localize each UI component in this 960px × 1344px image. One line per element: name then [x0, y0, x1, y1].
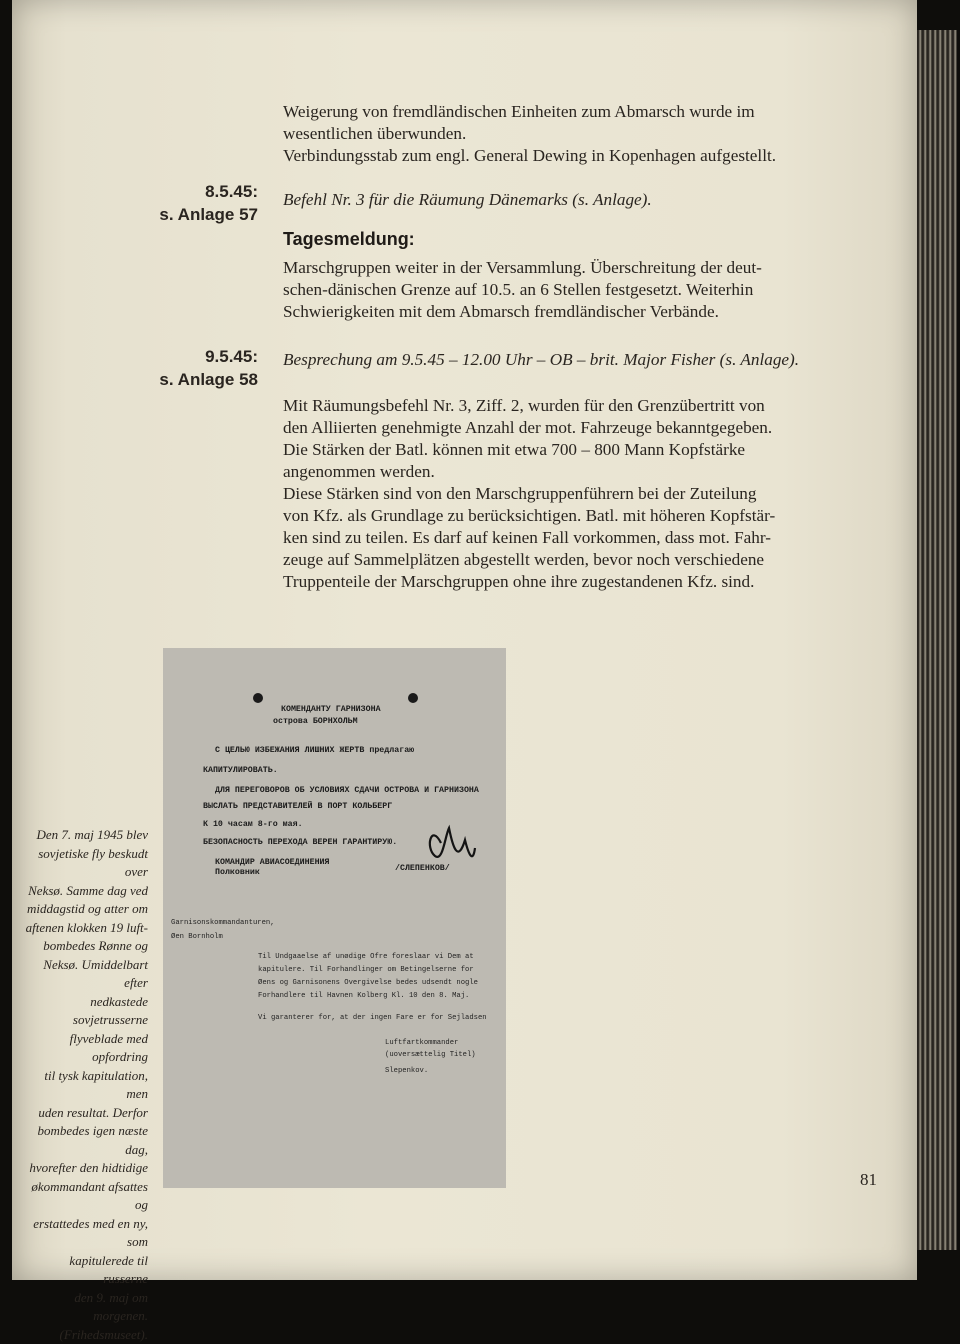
caption-line: flyveblade med opfordring	[22, 1030, 148, 1067]
doc-line: БЕЗОПАСНОСТЬ ПЕРЕХОДА ВЕРЕН ГАРАНТИРУЮ.	[203, 838, 397, 847]
entry1-order: Befehl Nr. 3 für die Räumung Dänemarks (s. Anlage).	[283, 189, 868, 211]
leaflet-document	[163, 648, 506, 1188]
text-line: Verbindungsstab zum engl. General Dewing in Kopenhagen aufgestellt.	[283, 145, 868, 167]
doc-line: КОМАНДИР АВИАСОЕДИНЕНИЯ	[215, 858, 330, 867]
punch-hole	[253, 693, 263, 703]
text-line: Weigerung von fremdländischen Einheiten zum Abmarsch wurde im	[283, 101, 868, 123]
doc-line: Vi garanterer for, at der ingen Fare er for Sejladsen	[258, 1014, 487, 1022]
text-line: Schwierigkeiten mit dem Abmarsch fremdländischer Verbände.	[283, 301, 868, 323]
doc-line: ВЫСЛАТЬ ПРЕДСТАВИТЕЛЕЙ В ПОРТ КОЛЬБЕРГ	[203, 800, 392, 811]
caption-line: (Frihedsmuseet).	[22, 1326, 148, 1344]
caption-line: til tysk kapitulation, men	[22, 1067, 148, 1104]
doc-line: Forhandlere til Havnen Kolberg Kl. 10 den 8. Maj.	[258, 992, 469, 1000]
page-number: 81	[860, 1170, 877, 1190]
doc-line: Полковник	[215, 868, 260, 877]
text-line: angenommen werden.	[283, 461, 868, 483]
caption-line: Neksø. Umiddelbart efter	[22, 956, 148, 993]
doc-line: (uoversættelig Titel)	[385, 1051, 476, 1059]
text-line: zeuge auf Sammelplätzen abgestellt werden, bevor noch verschiedene	[283, 549, 868, 571]
text-line: Die Stärken der Batl. können mit etwa 700 – 800 Mann Kopfstärke	[283, 439, 868, 461]
caption-line: Den 7. maj 1945 blev	[22, 826, 148, 845]
caption-line: hvorefter den hidtidige	[22, 1159, 148, 1178]
doc-line: Luftfartkommander	[385, 1039, 458, 1047]
text-line: schen-dänischen Grenze auf 10.5. an 6 Stellen festgesetzt. Weiterhin	[283, 279, 868, 301]
text-line: Marschgruppen weiter in der Versammlung. Überschreitung der deut-	[283, 257, 868, 279]
doc-line: ДЛЯ ПЕРЕГОВОРОВ ОБ УСЛОВИЯХ СДАЧИ ОСТРОВА И ГАРНИЗОНА	[215, 786, 479, 795]
entry1-paragraph	[283, 257, 868, 323]
doc-line: Til Undgaaelse af unødige Ofre foreslaar vi Dem at	[258, 953, 474, 961]
caption-line: middagstid og atter om	[22, 900, 148, 919]
doc-line: КОМЕНДАНТУ ГАРНИЗОНА	[281, 705, 381, 714]
text-line: Diese Stärken sind von den Marschgruppenführern bei der Zuteilung	[283, 483, 868, 505]
entry1-date: 8.5.45:	[100, 181, 258, 203]
caption-line: økommandant afsattes og	[22, 1178, 148, 1215]
entry2-date: 9.5.45:	[100, 346, 258, 368]
entry1-ref: s. Anlage 57	[100, 204, 258, 226]
caption-line: bombedes igen næste dag,	[22, 1122, 148, 1159]
doc-line: острова БОРНХОЛЬМ	[273, 717, 358, 726]
caption-line: uden resultat. Derfor	[22, 1104, 148, 1123]
text-line: wesentlichen überwunden.	[283, 123, 868, 145]
doc-line: К 10 часам 8-го мая.	[203, 820, 303, 829]
punch-hole	[408, 693, 418, 703]
text-line: Truppenteile der Marschgruppen ohne ihre zugestandenen Kfz. sind.	[283, 571, 868, 593]
entry2-meeting: Besprechung am 9.5.45 – 12.00 Uhr – OB – brit. Major Fisher (s. Anlage).	[283, 349, 868, 371]
doc-line: Øen Bornholm	[171, 932, 223, 941]
doc-line: Øens og Garnisonens Overgivelse bedes udsendt nogle	[258, 978, 478, 987]
photo-caption	[22, 826, 148, 1344]
doc-line: КАПИТУЛИРОВАТЬ.	[203, 766, 278, 775]
caption-line: sovjetiske fly beskudt over	[22, 845, 148, 882]
caption-line: kapitulerede til russerne	[22, 1252, 148, 1289]
doc-line: kapitulere. Til Forhandlinger om Betingelserne for	[258, 966, 474, 974]
text-line: den Alliierten genehmigte Anzahl der mot. Fahrzeuge bekanntgegeben.	[283, 417, 868, 439]
caption-line: erstattedes med en ny, som	[22, 1215, 148, 1252]
text-line: von Kfz. als Grundlage zu berücksichtigen. Batl. mit höheren Kopfstär-	[283, 505, 868, 527]
entry2-ref: s. Anlage 58	[100, 369, 258, 391]
leaflet-photo	[163, 648, 506, 1188]
entry1-heading: Tagesmeldung:	[283, 229, 415, 250]
caption-line: den 9. maj om morgenen.	[22, 1289, 148, 1326]
text-line: ken sind zu teilen. Es darf auf keinen Fall vorkommen, dass mot. Fahr-	[283, 527, 868, 549]
page-stack-edge	[917, 30, 957, 1250]
caption-line: bombedes Rønne og	[22, 937, 148, 956]
entry2-paragraph	[283, 395, 868, 593]
doc-line: /СЛЕПЕНКОВ/	[395, 863, 450, 873]
doc-line: Slepenkov.	[385, 1067, 428, 1075]
caption-line: aftenen klokken 19 luft-	[22, 919, 148, 938]
text-line: Mit Räumungsbefehl Nr. 3, Ziff. 2, wurden für den Grenzübertritt von	[283, 395, 868, 417]
doc-line: С ЦЕЛЬЮ ИЗБЕЖАНИЯ ЛИШНИХ ЖЕРТВ предлагаю	[215, 746, 414, 755]
caption-line: Neksø. Samme dag ved	[22, 882, 148, 901]
doc-line: Garnisonskommandanturen,	[171, 919, 275, 927]
intro-paragraph	[283, 101, 868, 167]
caption-line: nedkastede sovjetrusserne	[22, 993, 148, 1030]
